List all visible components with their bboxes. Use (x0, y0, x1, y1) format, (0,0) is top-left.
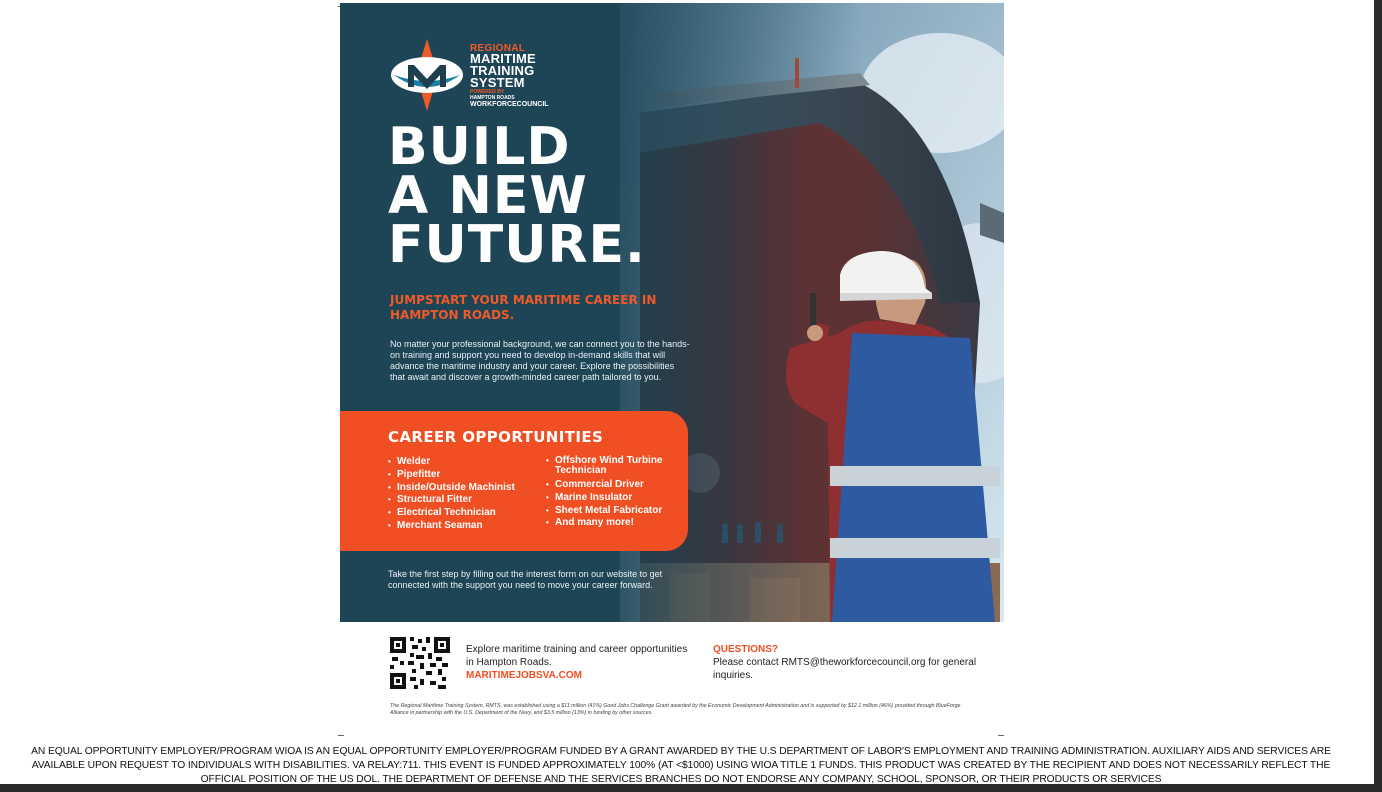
list-item: • Structural Fitter (388, 494, 538, 507)
questions-title: QUESTIONS? (713, 644, 779, 655)
explore-block (466, 643, 696, 682)
compass-logo-icon (388, 39, 466, 111)
questions-block (713, 643, 983, 682)
list-item: • Marine Insulator (546, 492, 686, 505)
rmts-logo (388, 39, 568, 111)
list-item: • Merchant Seaman (388, 520, 538, 533)
logo-partner-small: HAMPTON ROADS (470, 95, 515, 101)
logo-regional: REGIONAL (470, 43, 526, 54)
logo-title: MARITIME TRAINING SYSTEM (470, 51, 536, 90)
funding-note: The Regional Maritime Training System, RMTS, was established using a $11 million (41%) Good Jobs Challenge Grant awarded by the Economic Development Administration and is supported by $12.1 million (46%) provided through BlueForge Alliance in partnership with the U.S. Department of the Navy, and $3.5 million (13%) in funding by other sources. (390, 703, 961, 716)
list-item: • Electrical Technician (388, 507, 538, 520)
list-item: • And many more! (546, 517, 686, 530)
intro-paragraph: No matter your professional background, we can connect you to the hands-on training and support you need to develop in-demand skills that will advance the maritime industry and your career. Explore the possibilities that await and discover a growth-minded career path tailored to you. (390, 339, 690, 382)
career-list-left (388, 456, 538, 533)
list-item: • Inside/Outside Machinist (388, 482, 538, 495)
explore-text: Explore maritime training and career opportunities in Hampton Roads. (466, 644, 688, 668)
logo-powered-by: POWERED BY (470, 89, 505, 95)
eeo-disclaimer: AN EQUAL OPPORTUNITY EMPLOYER/PROGRAM WIOA IS AN EQUAL OPPORTUNITY EMPLOYER/PROGRAM FUNDED BY A GRANT AWARDED BY THE U.S DEPARTMENT OF LABOR'S EMPLOYMENT AND TRAINING ADMINISTRATION. AUXILIARY AIDS AND SERVICES ARE AVAILABLE UPON REQUEST TO INDIVIDUALS WITH DISABILITIES. VA RELAY:711. THIS EVENT IS FUNDED APPROXIMATELY 100% (AT <$1000) USING WIOA TITLE 1 FUNDS. THIS PRODUCT WAS CREATED BY THE RECIPIENT AND DOES NOT NECESSARILY REFLECT THE OFFICIAL POSITION OF THE US DOL. THE DEPARTMENT OF DEFENSE AND THE SERVICES BRANCHES DO NOT ENDORSE ANY COMPANY, SCHOOL, SPONSOR, OR THEIR PRODUCTS OR SERVICES (31, 746, 1331, 785)
list-item: • Pipefitter (388, 469, 538, 482)
crop-mark (338, 735, 344, 736)
crop-mark (998, 735, 1004, 736)
call-to-action-text: Take the first step by filling out the interest form on our website to get connected with the support you need to move your career forward. (388, 569, 663, 590)
career-list-right (546, 456, 686, 530)
list-item: • Commercial Driver (546, 479, 686, 492)
contact-text: Please contact RMTS@theworkforcecouncil.org for general inquiries. (713, 657, 977, 681)
qr-code-icon (390, 637, 450, 689)
subheadline: JUMPSTART YOUR MARITIME CAREER IN HAMPTON ROADS. (390, 293, 657, 322)
website-link[interactable]: MARITIMEJOBSVA.COM (466, 670, 582, 681)
hero-banner (340, 3, 1004, 622)
list-item: • Welder (388, 456, 538, 469)
logo-partner: WORKFORCECOUNCIL (470, 101, 549, 108)
list-item: • Offshore Wind Turbine Technician (546, 456, 686, 476)
list-item: • Sheet Metal Fabricator (546, 505, 686, 518)
headline: BUILD A NEW FUTURE. (388, 117, 646, 275)
flyer (340, 3, 1004, 735)
career-opportunities-title: CAREER OPPORTUNITIES (388, 428, 604, 446)
career-opportunities-panel (340, 411, 688, 551)
